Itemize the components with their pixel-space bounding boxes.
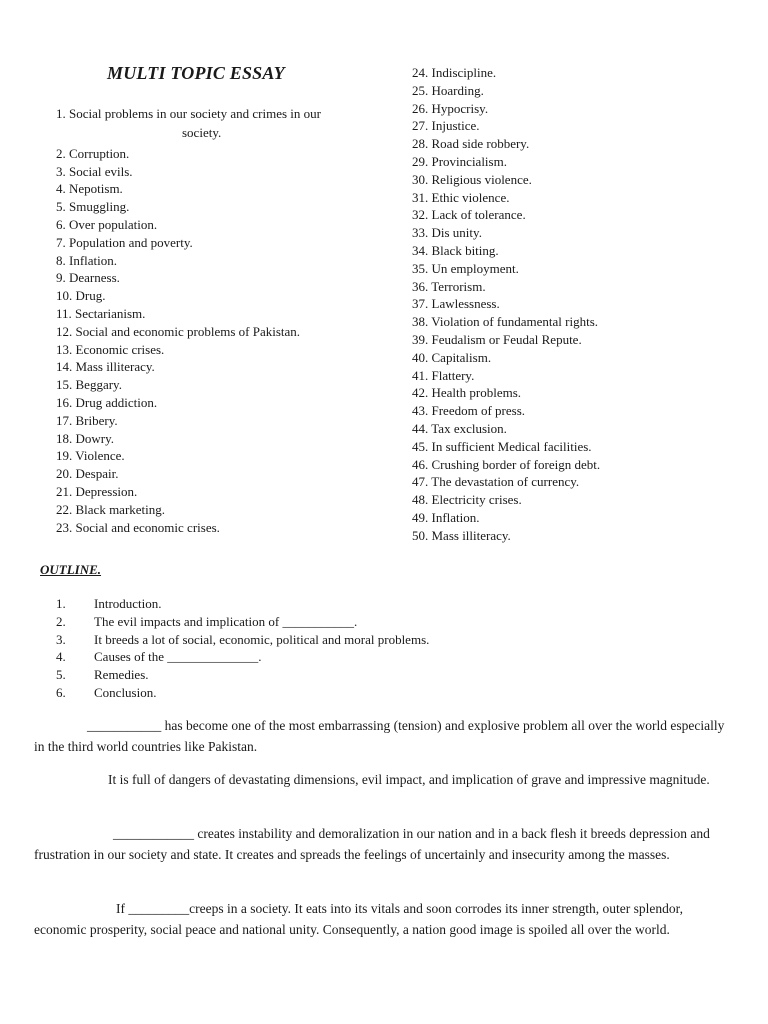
- topic-item: 29. Provincialism.: [412, 153, 507, 169]
- body-paragraph: ___________ has become one of the most embarrassing (tension) and explosive problem all over the world especially in the third world countries like Pakistan.: [34, 718, 725, 754]
- outline-item: [56, 631, 716, 649]
- topic-item: 33. Dis unity.: [412, 225, 482, 241]
- topic-item: 38. Violation of fundamental rights.: [412, 314, 599, 330]
- topic-list-right: [412, 64, 752, 545]
- topic-item: 27. Injustice.: [412, 118, 480, 134]
- topic-item: 28. Road side robbery.: [412, 136, 530, 152]
- outline-item: [56, 666, 716, 684]
- outline-item-text: Conclusion.: [94, 684, 157, 700]
- document-title: MULTI TOPIC ESSAY: [107, 63, 285, 83]
- outline-item-text: The evil impacts and implication of ___________.: [94, 613, 358, 629]
- topic-item: 22. Black marketing.: [56, 501, 166, 517]
- outline-item-text: Introduction.: [94, 596, 162, 611]
- topic-item: 45. In sufficient Medical facilities.: [412, 438, 592, 454]
- outline-item-number: 3.: [56, 631, 66, 647]
- topic-item: 37. Lawlessness.: [412, 296, 500, 312]
- body-paragraph: It is full of dangers of devastating dimensions, evil impact, and implication of grave and impressive magnitude.: [108, 772, 710, 787]
- topic-item: 34. Black biting.: [412, 242, 499, 258]
- outline-item-number: 2.: [56, 613, 66, 629]
- topic-item: 32. Lack of tolerance.: [412, 207, 526, 223]
- topic-item: 4. Nepotism.: [56, 181, 123, 197]
- topic-item: 9. Dearness.: [56, 270, 120, 286]
- outline-list: [56, 595, 716, 702]
- topic-item: 14. Mass illiteracy.: [56, 359, 155, 375]
- topic-item: 17. Bribery.: [56, 412, 118, 428]
- body-paragraph: ____________ creates instability and demoralization in our nation and in a back flesh it breeds depression and frustration in our society and state. It creates and spreads the feelings of uncertainly and insecurity among the masses.: [34, 826, 710, 862]
- topic-item: 46. Crushing border of foreign debt.: [412, 456, 601, 472]
- outline-item-number: 4.: [56, 649, 66, 665]
- topic-item: 47. The devastation of currency.: [412, 474, 580, 490]
- topic-item-continuation: society.: [182, 124, 222, 140]
- topic-item: 8. Inflation.: [56, 252, 118, 268]
- topic-item: 26. Hypocrisy.: [412, 100, 489, 116]
- topic-item: 6. Over population.: [56, 216, 158, 232]
- topic-list-left: [56, 105, 386, 536]
- topic-item: 42. Health problems.: [412, 385, 522, 401]
- topic-item: 48. Electricity crises.: [412, 492, 522, 508]
- outline-item-number: 1.: [56, 596, 66, 611]
- outline-item-number: 6.: [56, 684, 66, 700]
- topic-item: 2. Corruption.: [56, 145, 130, 161]
- topic-item: 16. Drug addiction.: [56, 394, 158, 410]
- topic-item: 18. Dowry.: [56, 430, 115, 446]
- topic-item: 31. Ethic violence.: [412, 189, 510, 205]
- topic-item: 50. Mass illiteracy.: [412, 527, 511, 543]
- topic-item: 41. Flattery.: [412, 367, 475, 383]
- topic-item: 36. Terrorism.: [412, 278, 486, 294]
- topic-item: 5. Smuggling.: [56, 199, 130, 215]
- topic-item: 13. Economic crises.: [56, 341, 165, 357]
- outline-item-number: 5.: [56, 667, 66, 683]
- topic-item: 25. Hoarding.: [412, 82, 484, 98]
- outline-item-text: Causes of the ______________.: [94, 649, 262, 665]
- topic-item: 15. Beggary.: [56, 377, 122, 393]
- outline-item: [56, 595, 716, 613]
- topic-item: 43. Freedom of press.: [412, 403, 526, 419]
- outline-item: [56, 648, 716, 666]
- outline-item: [56, 613, 716, 631]
- topic-item: 19. Violence.: [56, 448, 125, 464]
- topic-item: 20. Despair.: [56, 466, 119, 482]
- outline-item: [56, 684, 716, 702]
- topic-item-line: 1. Social problems in our society and crimes in our: [56, 106, 322, 121]
- outline-item-text: It breeds a lot of social, economic, political and moral problems.: [94, 631, 430, 647]
- topic-item: 23. Social and economic crises.: [56, 519, 220, 535]
- topic-item: 11. Sectarianism.: [56, 305, 146, 321]
- topic-item: 39. Feudalism or Feudal Repute.: [412, 331, 582, 347]
- topic-item: 35. Un employment.: [412, 260, 519, 276]
- topic-item: 3. Social evils.: [56, 163, 133, 179]
- topic-item: 7. Population and poverty.: [56, 234, 193, 250]
- topic-item: 49. Inflation.: [412, 509, 480, 525]
- topic-item: 44. Tax exclusion.: [412, 420, 507, 436]
- topic-item: 30. Religious violence.: [412, 171, 532, 187]
- outline-item-text: Remedies.: [94, 667, 149, 683]
- body-paragraph: If _________creeps in a society. It eats into its vitals and soon corrodes its inner strength, outer splendor, economic prosperity, social peace and national unity. Consequently, a nation good image is spoiled all over the world.: [34, 901, 683, 937]
- topic-item: 12. Social and economic problems of Pakistan.: [56, 323, 301, 339]
- topic-item: 21. Depression.: [56, 483, 138, 499]
- topic-item: 24. Indiscipline.: [412, 65, 497, 80]
- topic-item: [56, 105, 386, 143]
- topic-item: 10. Drug.: [56, 288, 106, 304]
- topic-item: 40. Capitalism.: [412, 349, 492, 365]
- outline-heading: OUTLINE.: [40, 562, 102, 577]
